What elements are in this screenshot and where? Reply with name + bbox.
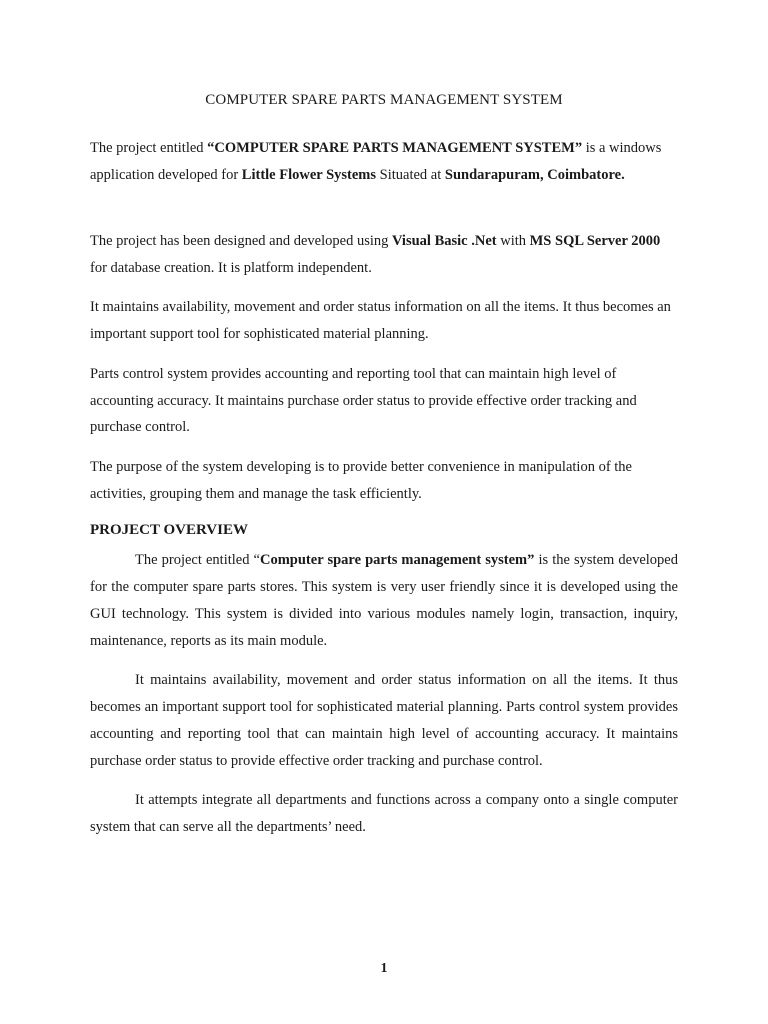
- bold-location: Sundarapuram, Coimbatore.: [444, 166, 625, 183]
- text-run: Situated at: [376, 166, 445, 183]
- overview-paragraph-3: [90, 787, 678, 841]
- paragraph-text: Parts control system provides accounting and reporting tool that can maintain high level of accounting accuracy. It maintains purchase order status to provide effective order tracking and purchase control.: [90, 366, 637, 435]
- intro-paragraph-1: [90, 135, 678, 188]
- text-run: with: [496, 233, 530, 249]
- intro-paragraph-4: [90, 361, 678, 441]
- page-number: 1: [380, 961, 388, 976]
- text-run: The project entitled “: [135, 552, 260, 568]
- text-run: is the system developed for the computer spare parts stores. This system is very user friendly since it is developed using the GUI technology. This system is divided into various modules namely login, transaction, inquiry, maintenance, reports as its main module.: [90, 552, 678, 649]
- text-run: for database creation. It is platform independent.: [90, 259, 372, 276]
- intro-paragraph-3: [90, 294, 678, 347]
- bold-database: MS SQL Server 2000: [529, 233, 661, 249]
- paragraph-text: It maintains availability, movement and order status information on all the items. It thus becomes an important support tool for sophisticated material planning. Parts control system provides accounting and reporting tool that can maintain high level of accounting accuracy. It maintains purchase order status to provide effective order tracking and purchase control.: [90, 672, 678, 769]
- text-run: The project has been designed and developed using: [90, 233, 392, 249]
- paragraph-text: The purpose of the system developing is to provide better convenience in manipulation of the activities, grouping them and manage the task efficiently.: [90, 459, 632, 502]
- document-title: COMPUTER SPARE PARTS MANAGEMENT SYSTEM: [205, 92, 563, 108]
- overview-paragraph-2: [90, 667, 678, 775]
- text-run: is a windows application developed for: [90, 140, 662, 183]
- paragraph-text: It attempts integrate all departments and functions across a company onto a single computer system that can serve all the departments’ need.: [90, 792, 678, 835]
- intro-paragraph-2: [90, 228, 678, 281]
- intro-paragraph-5: [90, 454, 678, 507]
- bold-project-title: “COMPUTER SPARE PARTS MANAGEMENT SYSTEM”: [207, 140, 583, 156]
- paragraph-text: It maintains availability, movement and order status information on all the items. It thus becomes an important support tool for sophisticated material planning.: [90, 299, 671, 342]
- bold-system-name: Computer spare parts management system”: [260, 552, 535, 568]
- section-heading: PROJECT OVERVIEW: [90, 522, 248, 538]
- text-run: The project entitled: [90, 140, 208, 156]
- bold-company-name: Little Flower Systems: [241, 166, 377, 183]
- overview-paragraph-1: [90, 547, 678, 655]
- bold-technology: Visual Basic .Net: [392, 233, 497, 249]
